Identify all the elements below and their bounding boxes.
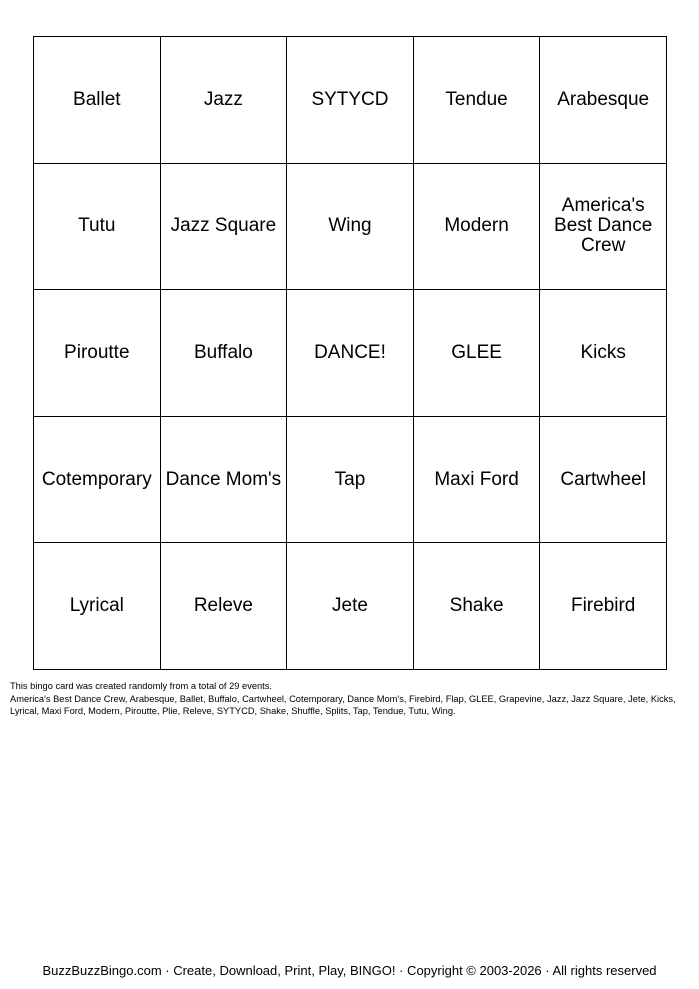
bingo-cell: Cartwheel: [540, 416, 667, 543]
bingo-row: [34, 37, 667, 164]
bingo-cell: Piroutte: [34, 290, 161, 417]
bingo-cell: Kicks: [540, 290, 667, 417]
bingo-cell: Lyrical: [34, 543, 161, 670]
bingo-cell-center: DANCE!: [287, 290, 414, 417]
bingo-cell: Releve: [160, 543, 287, 670]
bingo-cell: Tap: [287, 416, 414, 543]
bingo-cell: Ballet: [34, 37, 161, 164]
bingo-cell: SYTYCD: [287, 37, 414, 164]
card-summary: This bingo card was created randomly from a total of 29 events.: [10, 681, 272, 691]
bingo-cell: Tendue: [413, 37, 540, 164]
bingo-row: [34, 416, 667, 543]
bingo-cell: Tutu: [34, 163, 161, 290]
bingo-cell: Cotemporary: [34, 416, 161, 543]
bingo-row: [34, 543, 667, 670]
bingo-cell: Dance Mom's: [160, 416, 287, 543]
card-info: [10, 680, 690, 718]
page-footer: BuzzBuzzBingo.com · Create, Download, Print, Play, BINGO! · Copyright © 2003-2026 · All rights reserved: [42, 963, 657, 978]
bingo-card-grid: [33, 36, 667, 670]
bingo-cell: Arabesque: [540, 37, 667, 164]
bingo-cell: America's Best Dance Crew: [540, 163, 667, 290]
bingo-cell: Jete: [287, 543, 414, 670]
bingo-cell: Buffalo: [160, 290, 287, 417]
bingo-cell: Shake: [413, 543, 540, 670]
bingo-cell: Modern: [413, 163, 540, 290]
bingo-cell: Firebird: [540, 543, 667, 670]
bingo-cell: Jazz Square: [160, 163, 287, 290]
bingo-cell: Maxi Ford: [413, 416, 540, 543]
bingo-cell: Wing: [287, 163, 414, 290]
event-list: America's Best Dance Crew, Arabesque, Ballet, Buffalo, Cartwheel, Cotemporary, Dance Mom's, Firebird, Flap, GLEE, Grapevine, Jazz, Jazz Square, Jete, Kicks, Lyrical, Maxi Ford, Modern, Piroutte, Plie, Releve, SYTYCD, Shake, Shuffle, Splits, Tap, Tendue, Tutu, Wing.: [10, 693, 676, 716]
bingo-cell: GLEE: [413, 290, 540, 417]
bingo-row: [34, 290, 667, 417]
bingo-cell: Jazz: [160, 37, 287, 164]
bingo-row: [34, 163, 667, 290]
